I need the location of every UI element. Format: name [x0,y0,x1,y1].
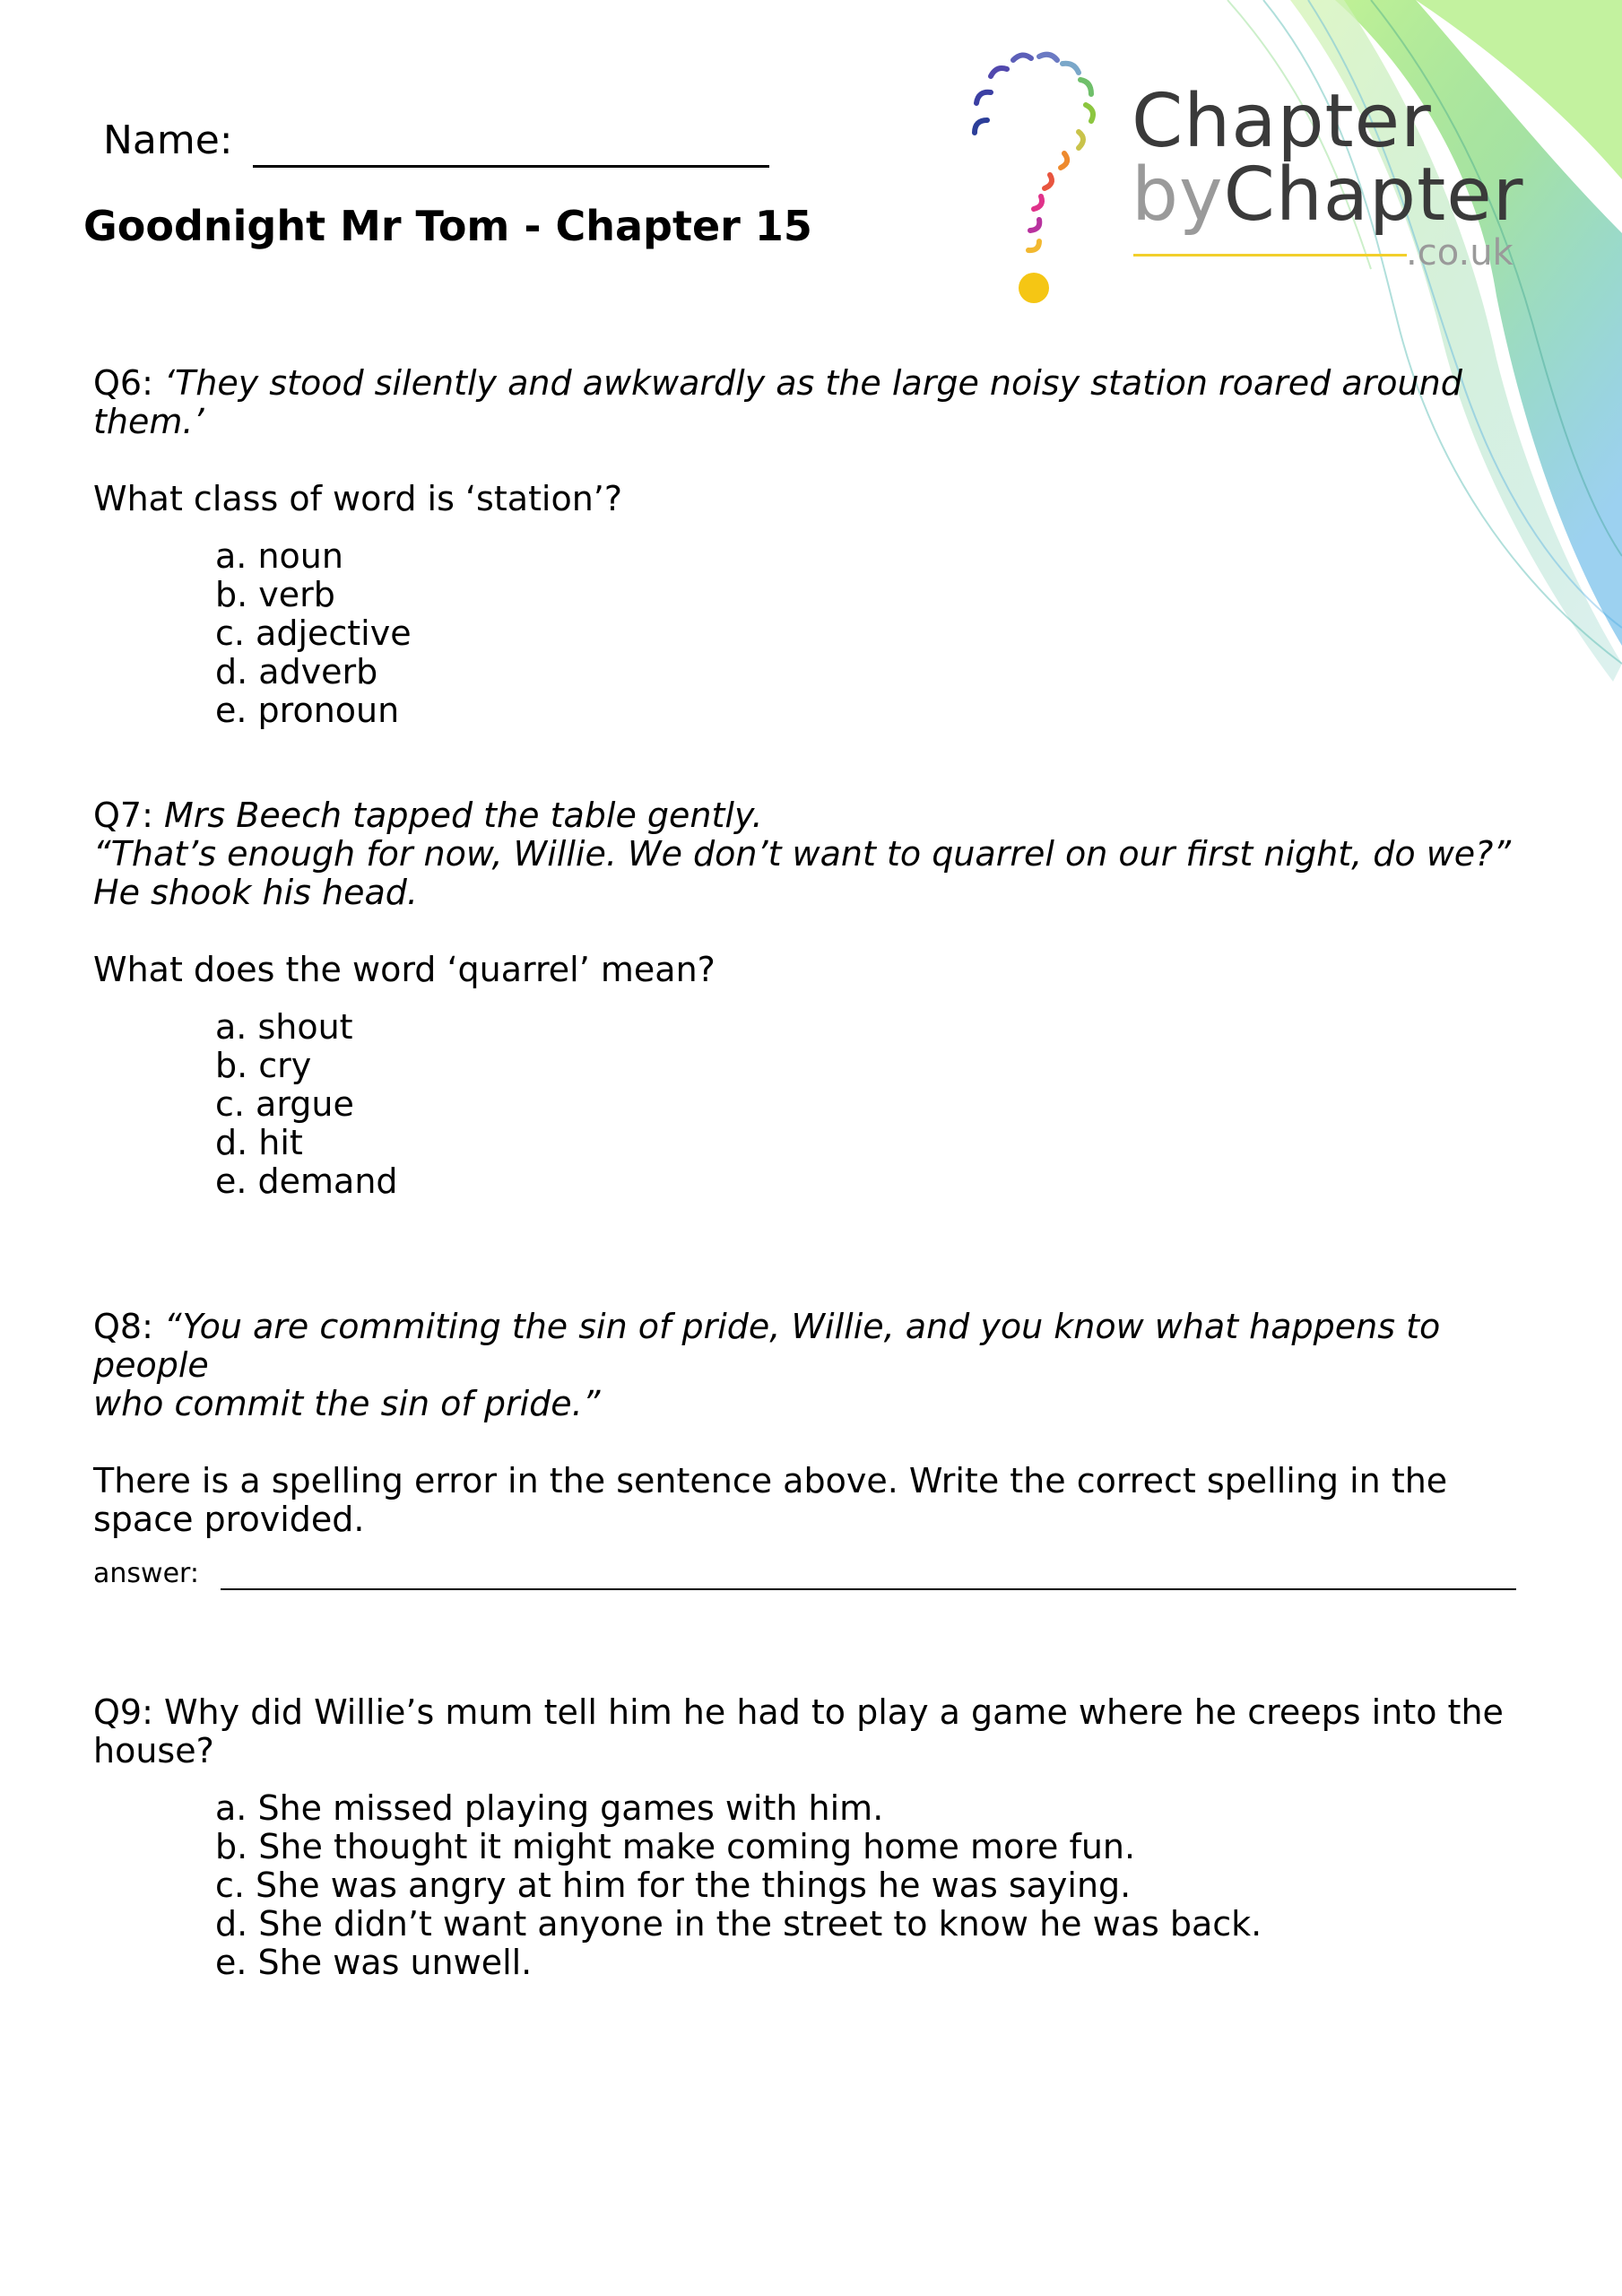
name-field-row [103,114,769,168]
brand-word-chapter: Chapter [1132,79,1432,164]
option-item[interactable]: e. pronoun [215,691,400,730]
option-item[interactable]: c. argue [215,1084,354,1124]
passage-line: “You are commiting the sin of pride, Willie, and you know what happens to people [93,1307,1441,1385]
question-9-question: Why did Willie’s mum tell him he had to play a game where he creeps into the house? [93,1692,1504,1770]
option-item[interactable]: d. hit [215,1123,303,1162]
passage-line: He shook his head. [93,873,418,912]
question-number: Q7: [93,796,153,835]
option-item[interactable]: e. She was unwell. [215,1943,533,1982]
question-8-passage [93,1308,1528,1385]
option-item[interactable]: d. She didn’t want anyone in the street to know he was back. [215,1904,1262,1944]
question-number: Q9: [93,1692,153,1732]
question-7-options [93,1008,1528,1201]
brand-word-bychapter [1132,152,1524,238]
question-9-text [93,1693,1528,1770]
option-item[interactable]: d. adverb [215,652,378,691]
question-6-prompt: What class of word is ‘station’? [93,479,623,518]
option-item[interactable]: b. verb [215,575,335,614]
passage-line: Mrs Beech tapped the table gently. [152,796,763,835]
question-6-passage [93,364,1528,441]
question-9 [93,1693,1528,1982]
question-number: Q6: [93,363,153,403]
logo-dot [1019,273,1049,303]
option-item[interactable]: a. noun [215,536,343,576]
question-8-prompt: There is a spelling error in the sentence above. Write the correct spelling in the space provided. [93,1461,1448,1539]
question-6-options [93,537,1528,730]
option-item[interactable]: a. She missed playing games with him. [215,1788,884,1828]
answer-row [93,1554,1528,1590]
question-7-passage [93,796,1528,835]
brand-word-by: by [1132,152,1224,238]
option-item[interactable]: b. cry [215,1046,312,1085]
question-6 [93,364,1528,730]
logo-question-mark-icon [964,49,1121,309]
brand-logo [1132,79,1524,274]
option-item[interactable]: a. shout [215,1007,353,1047]
question-8 [93,1308,1528,1539]
brand-underline [1133,254,1407,257]
worksheet-title: Goodnight Mr Tom - Chapter 15 [83,202,812,250]
answer-write-line[interactable] [221,1588,1516,1590]
option-item[interactable]: b. She thought it might make coming home more fun. [215,1827,1136,1866]
passage-line: ‘They stood silently and awkwardly as the large noisy station roared around them.’ [93,363,1462,441]
name-write-line[interactable] [253,124,769,168]
question-9-options [93,1789,1528,1982]
brand-word-chapter-2: Chapter [1223,152,1524,238]
name-label: Name: [103,117,233,163]
question-number: Q8: [93,1307,153,1346]
passage-line: “That’s enough for now, Willie. We don’t want to quarrel on our first night, do we?” [93,834,1512,874]
answer-label: answer: [93,1558,199,1589]
option-item[interactable]: c. She was angry at him for the things he was saying. [215,1866,1132,1905]
option-item[interactable]: e. demand [215,1161,398,1201]
question-7 [93,796,1528,1201]
option-item[interactable]: c. adjective [215,613,412,653]
passage-line: who commit the sin of pride.” [93,1384,601,1423]
question-7-prompt: What does the word ‘quarrel’ mean? [93,950,716,989]
brand-domain-suffix: .co.uk [1406,232,1514,274]
